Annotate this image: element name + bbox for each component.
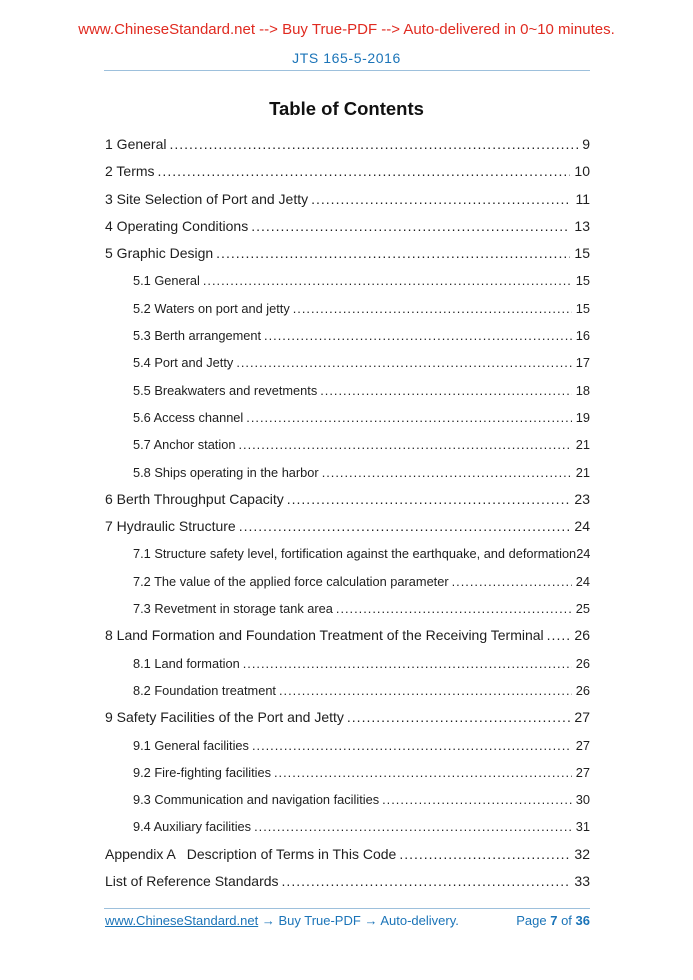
toc-entry	[105, 704, 590, 731]
toc-entry-label: 5.7 Anchor station	[133, 437, 236, 453]
toc-entry	[105, 349, 590, 376]
toc-entry-page-number: 9	[582, 136, 590, 152]
arrow-right-icon: →	[364, 913, 378, 928]
toc-entry-label: 9.4 Auxiliary facilities	[133, 819, 252, 835]
toc-entry-label: 5.5 Breakwaters and revetments	[133, 382, 318, 398]
toc-entry-label: 7 Hydraulic Structure	[105, 518, 236, 535]
of-word: of	[561, 913, 572, 928]
toc-entry-page-number: 24	[575, 573, 590, 589]
toc-entry	[105, 322, 590, 349]
toc-entry	[105, 431, 590, 458]
dot-leader	[320, 377, 572, 404]
dot-leader	[287, 486, 571, 513]
toc-entry-label: 5.2 Waters on port and jetty	[133, 300, 290, 316]
dot-leader	[158, 158, 571, 185]
toc-entry-label: 7.2 The value of the applied force calculation parameter	[133, 573, 449, 589]
dot-leader	[252, 732, 572, 759]
page-word: Page	[516, 913, 547, 928]
dot-leader	[251, 213, 570, 240]
toc-entry	[105, 595, 590, 622]
dot-leader	[311, 186, 571, 213]
toc-entry-label: 8 Land Formation and Foundation Treatment of the Receiving Terminal	[105, 627, 544, 644]
toc-entry-page-number: 23	[574, 490, 590, 507]
toc-entry-page-number: 21	[575, 464, 590, 480]
toc-entry	[105, 568, 590, 595]
toc-entry-page-number: 17	[575, 355, 590, 371]
toc-entry-label: 7.3 Revetment in storage tank area	[133, 601, 333, 617]
toc-entry-page-number: 27	[575, 737, 590, 753]
dot-leader	[216, 240, 570, 267]
toc-entry-label: 5.3 Berth arrangement	[133, 328, 262, 344]
dot-leader	[322, 459, 572, 486]
toc-entry-label: 9.1 General facilities	[133, 737, 249, 753]
dot-leader	[274, 759, 572, 786]
toc-list	[105, 131, 590, 895]
toc-entry-page-number: 30	[575, 792, 590, 808]
toc-entry	[105, 459, 590, 486]
dot-leader	[399, 841, 570, 868]
toc-entry	[105, 404, 590, 431]
toc-entry-page-number: 32	[574, 845, 590, 862]
toc-entry-page-number: 25	[575, 601, 590, 617]
page-title: Table of Contents	[269, 98, 424, 119]
toc-entry-page-number: 26	[574, 627, 590, 644]
toc-entry	[105, 813, 590, 840]
dot-leader	[238, 431, 571, 458]
toc-entry-page-number: 26	[575, 682, 590, 698]
dot-leader	[246, 404, 571, 431]
toc-entry-label: 7.1 Structure safety level, fortification against the earthquake, and deformation	[133, 546, 577, 562]
footer-left	[105, 913, 459, 928]
toc-entry	[105, 759, 590, 786]
dot-leader	[336, 595, 572, 622]
dot-leader	[293, 295, 572, 322]
dot-leader	[254, 813, 572, 840]
toc-entry-label: 9.2 Fire-fighting facilities	[133, 764, 271, 780]
toc-entry-label: 8.1 Land formation	[133, 655, 240, 671]
toc-entry-page-number: 11	[575, 190, 590, 207]
toc-entry	[105, 240, 590, 267]
toc-entry	[105, 540, 590, 567]
standard-code: JTS 165-5-2016	[292, 50, 401, 66]
dot-leader	[203, 267, 572, 294]
toc-entry-page-number: 24	[574, 518, 590, 535]
toc-entry-page-number: 10	[574, 163, 590, 180]
toc-entry-label: 5.1 General	[133, 273, 200, 289]
toc-entry-page-number: 27	[574, 709, 590, 726]
toc-entry-page-number: 27	[575, 764, 590, 780]
dot-leader	[236, 349, 571, 376]
dot-leader	[264, 322, 572, 349]
toc-entry	[105, 622, 590, 649]
toc-entry	[105, 841, 590, 868]
toc-entry-page-number: 26	[575, 655, 590, 671]
toc-entry-label: 8.2 Foundation treatment	[133, 682, 276, 698]
footer-buy-text: Buy True-PDF	[278, 913, 361, 928]
footer-delivery-text: Auto-delivery.	[380, 913, 459, 928]
footer-divider	[104, 908, 590, 909]
toc-entry	[105, 158, 590, 185]
dot-leader	[169, 131, 578, 158]
arrow-right-icon: →	[261, 913, 275, 928]
toc-entry-label: 5.4 Port and Jetty	[133, 355, 234, 371]
footer	[105, 913, 590, 928]
dot-leader	[239, 513, 571, 540]
header-divider	[104, 70, 590, 71]
toc-entry-label: 9 Safety Facilities of the Port and Jetty	[105, 709, 344, 726]
dot-leader	[452, 568, 572, 595]
toc-entry-page-number: 16	[575, 328, 590, 344]
dot-leader	[547, 622, 571, 649]
toc-entry	[105, 513, 590, 540]
toc-entry	[105, 131, 590, 158]
toc-entry-page-number: 15	[575, 300, 590, 316]
toc-entry	[105, 486, 590, 513]
toc-entry-page-number: 33	[574, 873, 590, 890]
toc-entry	[105, 267, 590, 294]
toc-entry-label: 4 Operating Conditions	[105, 217, 249, 234]
toc-entry	[105, 650, 590, 677]
toc-entry	[105, 786, 590, 813]
toc-entry	[105, 295, 590, 322]
toc-entry-label: 9.3 Communication and navigation facilities	[133, 792, 380, 808]
toc-entry	[105, 186, 590, 213]
toc-entry-page-number: 31	[575, 819, 590, 835]
dot-leader	[243, 650, 572, 677]
toc-entry-label: 1 General	[105, 136, 167, 152]
header-banner: www.ChineseStandard.net --> Buy True-PDF --> Auto-delivered in 0~10 minutes.	[78, 21, 615, 38]
toc-entry-label: 5.8 Ships operating in the harbor	[133, 464, 319, 480]
toc-entry-page-number: 15	[574, 245, 590, 262]
dot-leader	[382, 786, 572, 813]
toc-entry	[105, 377, 590, 404]
toc-entry-label: 3 Site Selection of Port and Jetty	[105, 190, 309, 207]
dot-leader	[279, 677, 572, 704]
toc-entry-page-number: 18	[575, 382, 590, 398]
toc-entry-label: 5 Graphic Design	[105, 245, 214, 262]
toc-entry-page-number: 19	[575, 409, 590, 425]
toc-entry	[105, 732, 590, 759]
toc-entry-label: 5.6 Access channel	[133, 409, 244, 425]
toc-entry-label: List of Reference Standards	[105, 873, 279, 890]
toc-entry-label: 2 Terms	[105, 163, 155, 180]
toc-entry-label: Appendix A Description of Terms in This Code	[105, 845, 397, 862]
toc-entry-page-number: 24	[576, 546, 591, 562]
toc-entry-page-number: 15	[575, 273, 590, 289]
toc-entry	[105, 677, 590, 704]
toc-entry	[105, 868, 590, 895]
footer-site-link[interactable]: www.ChineseStandard.net	[105, 913, 259, 928]
dot-leader	[347, 704, 571, 731]
page-indicator	[516, 913, 590, 928]
toc-entry-page-number: 21	[575, 437, 590, 453]
total-pages-number: 36	[575, 913, 590, 928]
current-page-number: 7	[550, 913, 558, 928]
toc-entry-label: 6 Berth Throughput Capacity	[105, 490, 284, 507]
toc-entry-page-number: 13	[574, 217, 590, 234]
dot-leader	[282, 868, 571, 895]
toc-entry	[105, 213, 590, 240]
